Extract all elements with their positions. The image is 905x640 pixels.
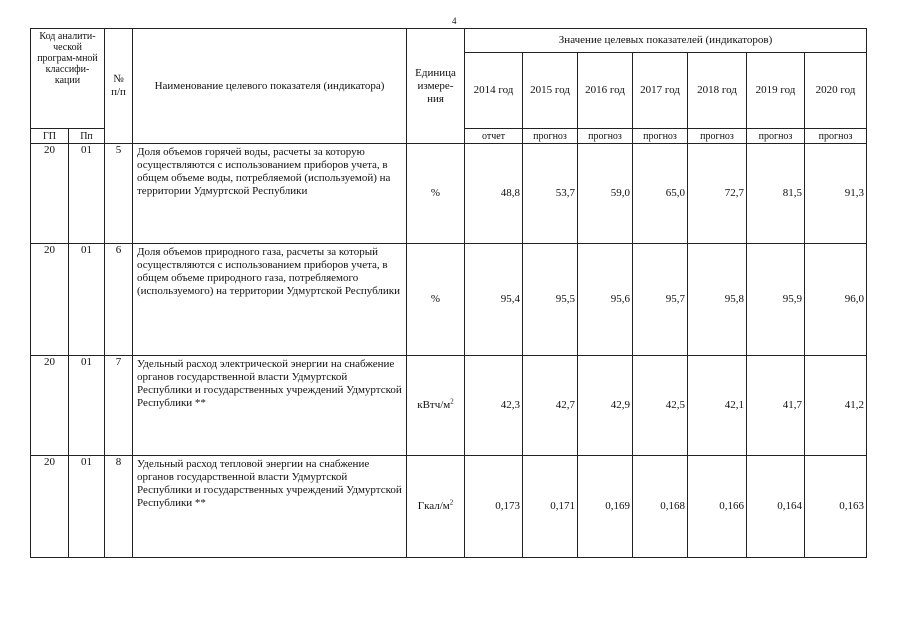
- row-value: 0,173: [465, 456, 523, 558]
- header-row-1: [31, 29, 867, 53]
- header-values-group: Значение целевых показателей (индикаторов): [465, 29, 867, 53]
- table-row: [31, 456, 867, 558]
- header-year: 2018 год: [688, 53, 747, 129]
- row-value: 0,163: [805, 456, 867, 558]
- row-value: 0,171: [523, 456, 578, 558]
- header-year: 2017 год: [633, 53, 688, 129]
- row-indicator-name: Удельный расход тепловой энергии на снабжение органов государственной власти Удмуртской Республики и государственных учреждений Удмуртской Республики **: [133, 456, 407, 558]
- row-value: 72,7: [688, 144, 747, 244]
- row-unit: кВтч/$м^2$: [407, 356, 465, 456]
- row-value: 48,8: [465, 144, 523, 244]
- row-gp: 20: [31, 244, 69, 356]
- row-unit: %: [407, 144, 465, 244]
- header-status: прогноз: [747, 129, 805, 144]
- row-num: 7: [105, 356, 133, 456]
- row-value: 59,0: [578, 144, 633, 244]
- row-value: 81,5: [747, 144, 805, 244]
- row-value: 96,0: [805, 244, 867, 356]
- header-year: 2019 год: [747, 53, 805, 129]
- header-year: 2016 год: [578, 53, 633, 129]
- row-value: 91,3: [805, 144, 867, 244]
- header-status: прогноз: [688, 129, 747, 144]
- header-status: прогноз: [633, 129, 688, 144]
- row-indicator-name: Доля объемов природного газа, расчеты за который осуществляются с использованием приборов учета, в общем объеме природного газа, потребляемого (используемого) на территории Удмуртской Республики: [133, 244, 407, 356]
- row-value: 95,4: [465, 244, 523, 356]
- row-value: 0,166: [688, 456, 747, 558]
- indicators-table: [30, 28, 867, 558]
- header-status: прогноз: [805, 129, 867, 144]
- row-value: 95,7: [633, 244, 688, 356]
- row-value: 42,5: [633, 356, 688, 456]
- row-value: 95,5: [523, 244, 578, 356]
- row-num: 6: [105, 244, 133, 356]
- row-unit: Гкал/$м^2$: [407, 456, 465, 558]
- row-value: 41,7: [747, 356, 805, 456]
- row-pp: 01: [69, 356, 105, 456]
- page-number: 4: [452, 16, 457, 26]
- header-status: отчет: [465, 129, 523, 144]
- row-value: 41,2: [805, 356, 867, 456]
- table-row: [31, 356, 867, 456]
- row-pp: 01: [69, 456, 105, 558]
- header-status: прогноз: [523, 129, 578, 144]
- header-indicator-name: Наименование целевого показателя (индикатора): [133, 29, 407, 144]
- table-row: [31, 244, 867, 356]
- header-unit: Единица измере-ния: [407, 29, 465, 144]
- row-value: 95,8: [688, 244, 747, 356]
- row-value: 42,3: [465, 356, 523, 456]
- row-value: 42,9: [578, 356, 633, 456]
- row-value: 65,0: [633, 144, 688, 244]
- row-gp: 20: [31, 356, 69, 456]
- row-value: 0,164: [747, 456, 805, 558]
- row-value: 53,7: [523, 144, 578, 244]
- row-value: 42,7: [523, 356, 578, 456]
- header-pp: Пп: [69, 129, 105, 144]
- row-value: 0,168: [633, 456, 688, 558]
- header-num: № п/п: [105, 29, 133, 144]
- header-gp: ГП: [31, 129, 69, 144]
- row-pp: 01: [69, 244, 105, 356]
- header-year: 2015 год: [523, 53, 578, 129]
- row-indicator-name: Удельный расход электрической энергии на снабжение органов государственной власти Удмуртской Республики и государственных учреждений Удмуртской Республики **: [133, 356, 407, 456]
- header-year: 2020 год: [805, 53, 867, 129]
- header-code-classification: Код аналити-ческой програм-мной классифи-кации: [31, 29, 105, 129]
- row-value: 95,9: [747, 244, 805, 356]
- row-num: 5: [105, 144, 133, 244]
- row-value: 95,6: [578, 244, 633, 356]
- header-status: прогноз: [578, 129, 633, 144]
- row-indicator-name: Доля объемов горячей воды, расчеты за которую осуществляются с использованием приборов учета, в общем объеме воды, потребляемой (используемой) на территории Удмуртской Республики: [133, 144, 407, 244]
- table-row: [31, 144, 867, 244]
- row-value: 42,1: [688, 356, 747, 456]
- row-gp: 20: [31, 456, 69, 558]
- row-num: 8: [105, 456, 133, 558]
- row-gp: 20: [31, 144, 69, 244]
- row-pp: 01: [69, 144, 105, 244]
- row-value: 0,169: [578, 456, 633, 558]
- header-year: 2014 год: [465, 53, 523, 129]
- row-unit: %: [407, 244, 465, 356]
